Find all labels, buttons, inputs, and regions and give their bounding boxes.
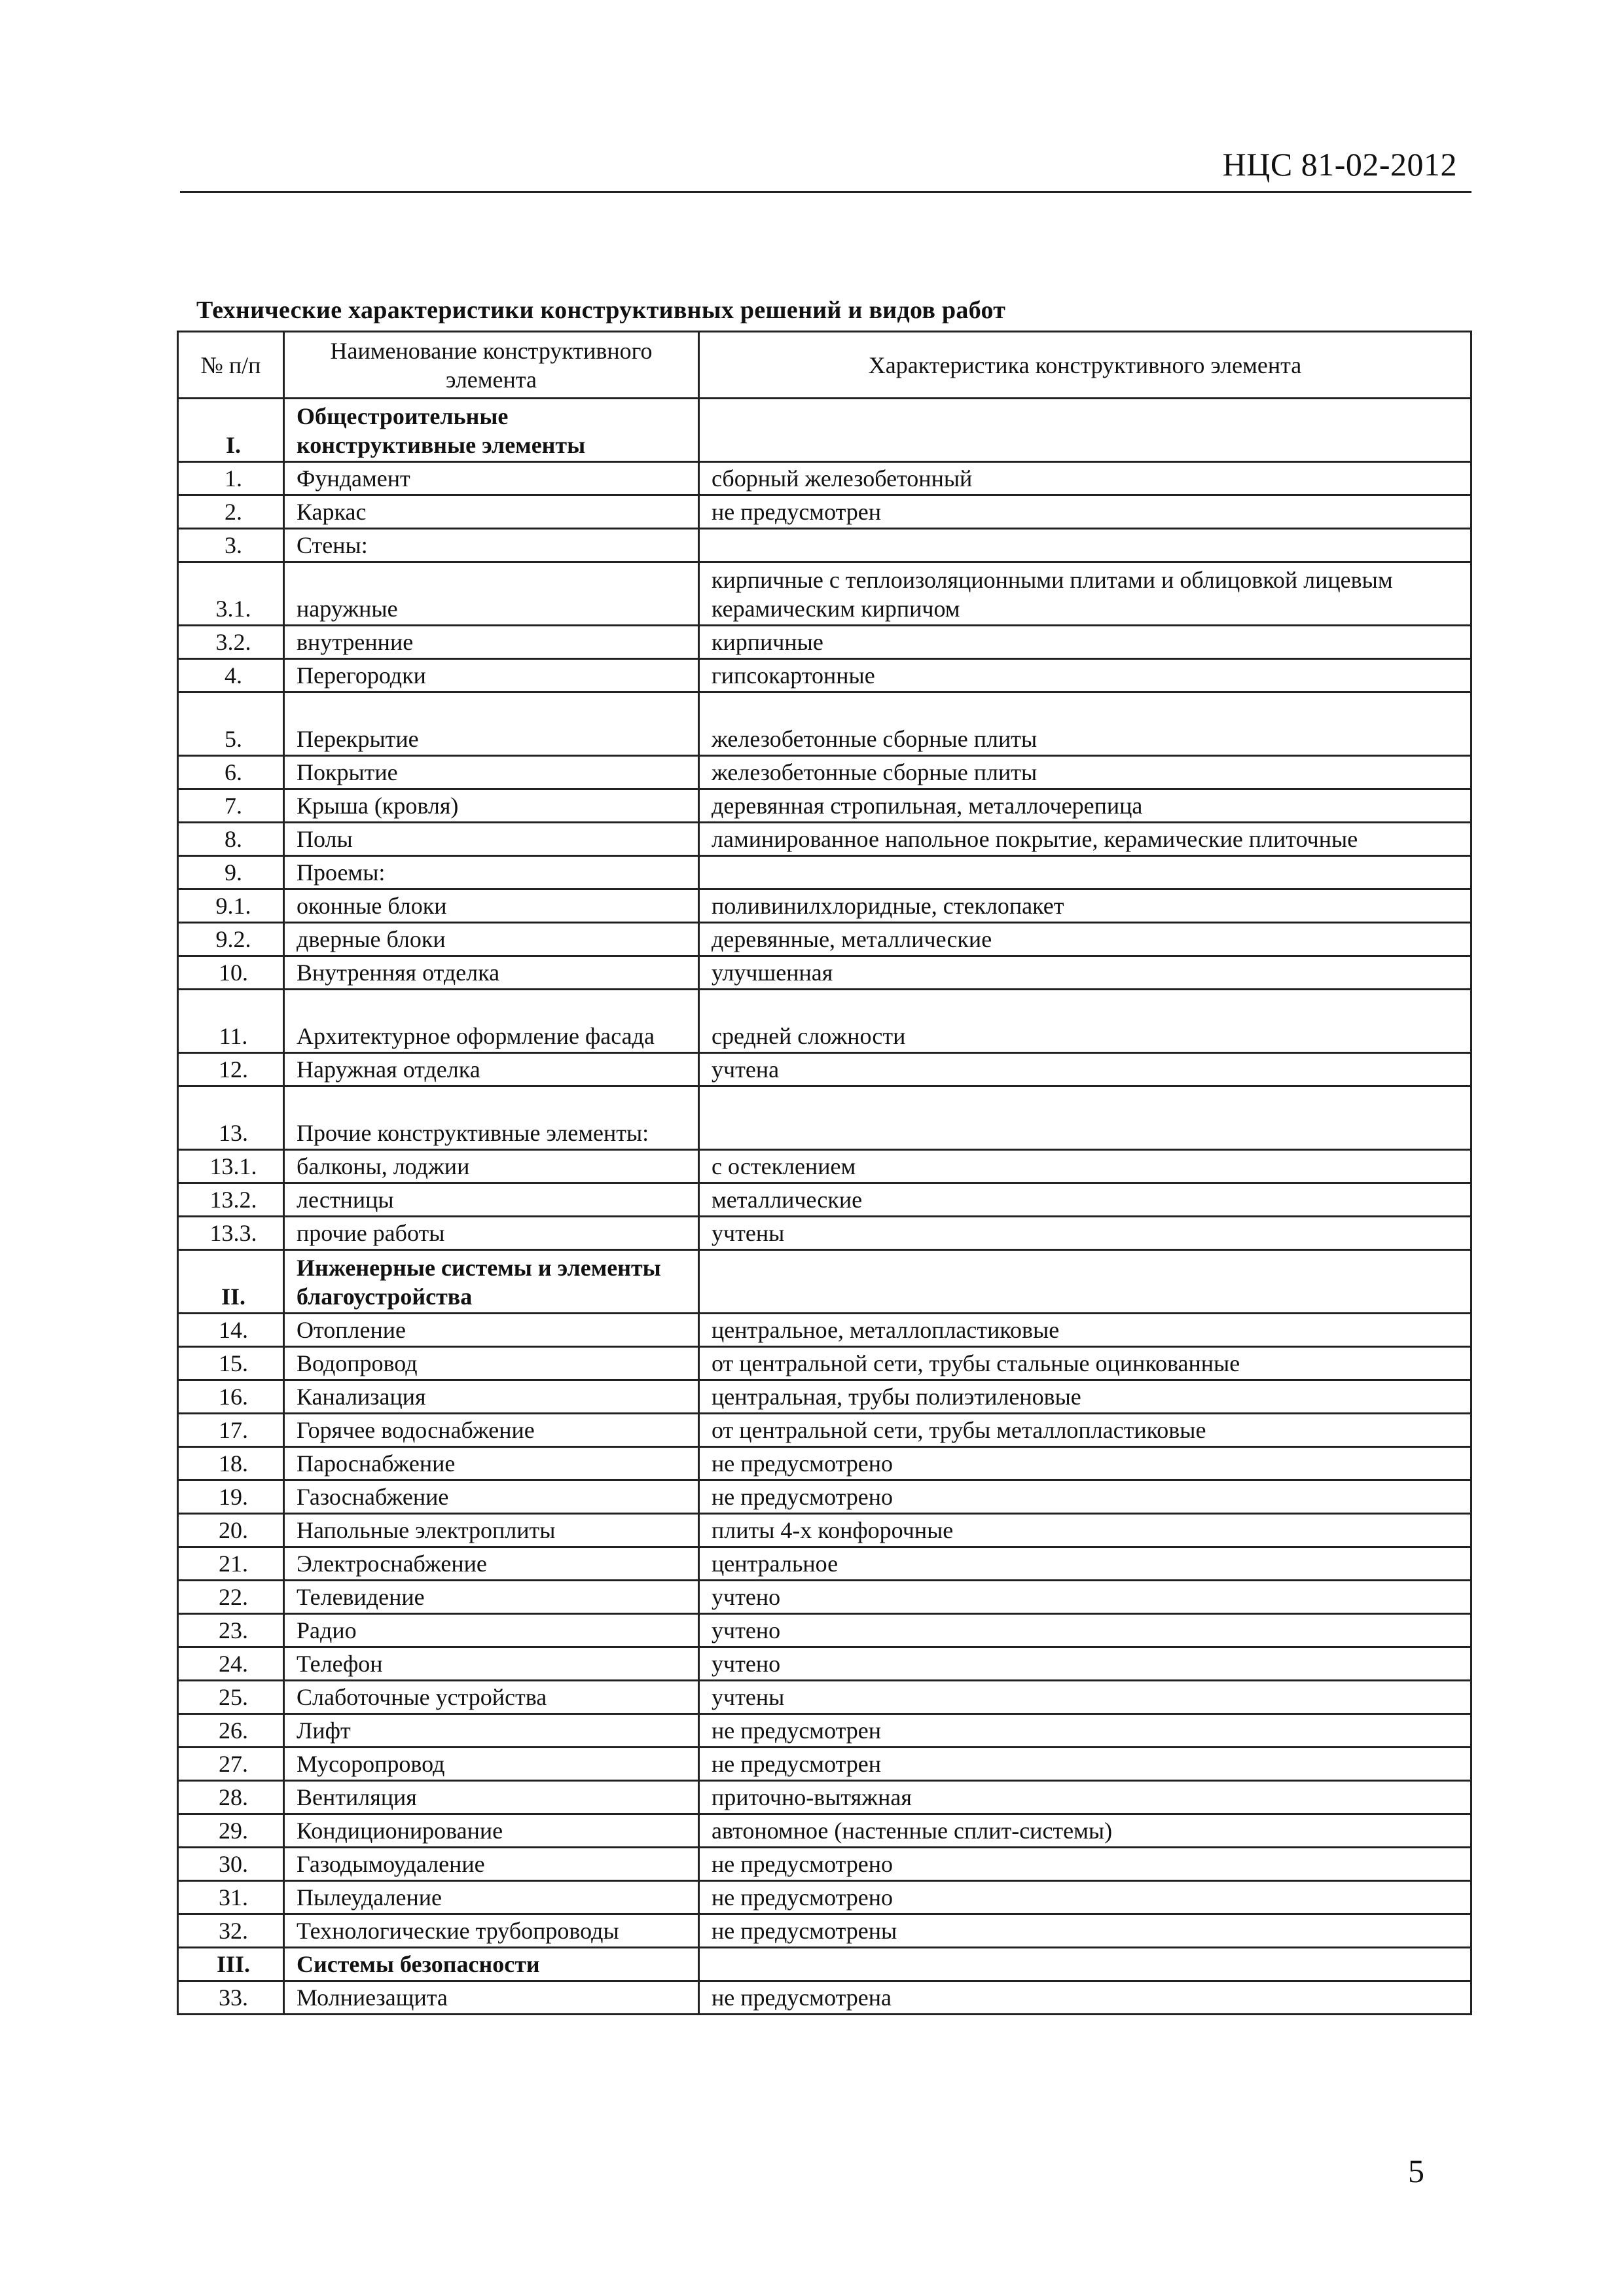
element-characteristic [699, 856, 1471, 889]
row-number: 7. [178, 789, 284, 823]
element-name: Канализация [284, 1380, 699, 1414]
row-number: 25. [178, 1681, 284, 1714]
row-number: 21. [178, 1547, 284, 1581]
element-characteristic: кирпичные [699, 626, 1471, 659]
document-code: НЦС 81-02-2012 [1222, 146, 1457, 183]
table-row [178, 1547, 1471, 1581]
row-number: 28. [178, 1781, 284, 1814]
table-row [178, 956, 1471, 990]
element-characteristic: гипсокартонные [699, 659, 1471, 692]
table-row [178, 1781, 1471, 1814]
element-characteristic: приточно-вытяжная [699, 1781, 1471, 1814]
header-divider [180, 191, 1471, 193]
element-name: Технологические трубопроводы [284, 1914, 699, 1948]
element-characteristic: учтены [699, 1217, 1471, 1250]
row-number: 19. [178, 1480, 284, 1514]
element-name: дверные блоки [284, 923, 699, 956]
row-number: 9. [178, 856, 284, 889]
column-header-number: № п/п [178, 332, 284, 399]
table-row [178, 1447, 1471, 1480]
element-characteristic: железобетонные сборные плиты [699, 756, 1471, 789]
element-characteristic: от центральной сети, трубы стальные оцинкованные [699, 1347, 1471, 1380]
element-name: Перегородки [284, 659, 699, 692]
element-name: Вентиляция [284, 1781, 699, 1814]
element-characteristic: поливинилхлоридные, стеклопакет [699, 889, 1471, 923]
section-row [178, 399, 1471, 462]
row-number: 13.3. [178, 1217, 284, 1250]
element-name: Фундамент [284, 462, 699, 495]
table-row [178, 1053, 1471, 1086]
row-number: 15. [178, 1347, 284, 1380]
element-characteristic: сборный железобетонный [699, 462, 1471, 495]
element-name: Слаботочные устройства [284, 1681, 699, 1714]
row-number: 3.2. [178, 626, 284, 659]
element-characteristic: учтены [699, 1681, 1471, 1714]
element-characteristic [699, 1948, 1471, 1981]
element-characteristic [699, 399, 1471, 462]
element-name: Наружная отделка [284, 1053, 699, 1086]
element-characteristic: с остеклением [699, 1150, 1471, 1183]
table-title: Технические характеристики конструктивных решений и видов работ [196, 296, 1006, 324]
row-number: III. [178, 1948, 284, 1981]
element-name: Лифт [284, 1714, 699, 1748]
row-number: 27. [178, 1748, 284, 1781]
element-characteristic: деревянная стропильная, металлочерепица [699, 789, 1471, 823]
row-number: 11. [178, 990, 284, 1053]
element-characteristic: учтено [699, 1614, 1471, 1647]
element-name: Кондиционирование [284, 1814, 699, 1848]
table-row [178, 495, 1471, 529]
element-characteristic: кирпичные с теплоизоляционными плитами и облицовкой лицевым керамическим кирпичом [699, 562, 1471, 626]
row-number: 23. [178, 1614, 284, 1647]
section-row [178, 1250, 1471, 1314]
row-number: 9.1. [178, 889, 284, 923]
element-characteristic: учтено [699, 1581, 1471, 1614]
element-name: Напольные электроплиты [284, 1514, 699, 1547]
element-name: Радио [284, 1614, 699, 1647]
table-header-row [178, 332, 1471, 399]
element-name: Системы безопасности [284, 1948, 699, 1981]
table-row [178, 823, 1471, 856]
element-characteristic: не предусмотрено [699, 1848, 1471, 1881]
row-number: 1. [178, 462, 284, 495]
element-characteristic: ламинированное напольное покрытие, керамические плиточные [699, 823, 1471, 856]
table-row [178, 529, 1471, 562]
row-number: 22. [178, 1581, 284, 1614]
row-number: 33. [178, 1981, 284, 2015]
element-name: Архитектурное оформление фасада [284, 990, 699, 1053]
characteristics-table [177, 331, 1472, 2015]
row-number: 20. [178, 1514, 284, 1547]
row-number: 26. [178, 1714, 284, 1748]
page-number: 5 [1408, 2153, 1424, 2189]
element-name: Электроснабжение [284, 1547, 699, 1581]
element-name: Пылеудаление [284, 1881, 699, 1914]
table-row [178, 789, 1471, 823]
element-name: Стены: [284, 529, 699, 562]
row-number: 2. [178, 495, 284, 529]
element-name: Молниезащита [284, 1981, 699, 2015]
table-row [178, 1981, 1471, 2015]
element-name: лестницы [284, 1183, 699, 1217]
element-name: балконы, лоджии [284, 1150, 699, 1183]
table-row [178, 1217, 1471, 1250]
element-characteristic: автономное (настенные сплит-системы) [699, 1814, 1471, 1848]
table-row [178, 626, 1471, 659]
table-row [178, 1614, 1471, 1647]
row-number: 6. [178, 756, 284, 789]
element-name: Газоснабжение [284, 1480, 699, 1514]
table-row [178, 1480, 1471, 1514]
row-number: 3. [178, 529, 284, 562]
row-number: 29. [178, 1814, 284, 1848]
element-characteristic: металлические [699, 1183, 1471, 1217]
table-row [178, 889, 1471, 923]
row-number: 8. [178, 823, 284, 856]
table-row [178, 692, 1471, 756]
table-row [178, 1914, 1471, 1948]
table-row [178, 1086, 1471, 1150]
element-name: Мусоропровод [284, 1748, 699, 1781]
element-characteristic [699, 1086, 1471, 1150]
row-number: 13.2. [178, 1183, 284, 1217]
row-number: 13. [178, 1086, 284, 1150]
element-characteristic: плиты 4-х конфорочные [699, 1514, 1471, 1547]
row-number: 10. [178, 956, 284, 990]
element-name: Телефон [284, 1647, 699, 1681]
table-row [178, 1647, 1471, 1681]
table-row [178, 1881, 1471, 1914]
row-number: 5. [178, 692, 284, 756]
table-row [178, 659, 1471, 692]
element-name: Газодымоудаление [284, 1848, 699, 1881]
row-number: 16. [178, 1380, 284, 1414]
element-name: Полы [284, 823, 699, 856]
row-number: 32. [178, 1914, 284, 1948]
row-number: 13.1. [178, 1150, 284, 1183]
element-name: Прочие конструктивные элементы: [284, 1086, 699, 1150]
element-characteristic: учтено [699, 1647, 1471, 1681]
table-row [178, 1314, 1471, 1347]
element-name: наружные [284, 562, 699, 626]
row-number: 4. [178, 659, 284, 692]
element-characteristic: средней сложности [699, 990, 1471, 1053]
table-row [178, 1380, 1471, 1414]
table-row [178, 1714, 1471, 1748]
element-name: Телевидение [284, 1581, 699, 1614]
element-name: Общестроительные конструктивные элементы [284, 399, 699, 462]
element-characteristic: центральная, трубы полиэтиленовые [699, 1380, 1471, 1414]
table-row [178, 562, 1471, 626]
column-header-characteristic: Характеристика конструктивного элемента [699, 332, 1471, 399]
table-row [178, 1681, 1471, 1714]
element-characteristic: не предусмотрены [699, 1914, 1471, 1948]
element-characteristic: не предусмотрено [699, 1881, 1471, 1914]
table-row [178, 923, 1471, 956]
element-name: Перекрытие [284, 692, 699, 756]
element-name: Каркас [284, 495, 699, 529]
element-name: Крыша (кровля) [284, 789, 699, 823]
element-characteristic [699, 1250, 1471, 1314]
element-characteristic: не предусмотрен [699, 1714, 1471, 1748]
column-header-name: Наименование конструктивного элемента [284, 332, 699, 399]
element-characteristic: не предусмотрено [699, 1447, 1471, 1480]
table-row [178, 1514, 1471, 1547]
table-row [178, 1414, 1471, 1447]
element-name: Горячее водоснабжение [284, 1414, 699, 1447]
element-name: Водопровод [284, 1347, 699, 1380]
element-name: Покрытие [284, 756, 699, 789]
element-characteristic: не предусмотрено [699, 1480, 1471, 1514]
element-name: Внутренняя отделка [284, 956, 699, 990]
row-number: I. [178, 399, 284, 462]
row-number: 30. [178, 1848, 284, 1881]
element-characteristic: не предусмотрена [699, 1981, 1471, 2015]
row-number: 24. [178, 1647, 284, 1681]
row-number: 18. [178, 1447, 284, 1480]
element-name: Инженерные системы и элементы благоустройства [284, 1250, 699, 1314]
row-number: 31. [178, 1881, 284, 1914]
element-name: Проемы: [284, 856, 699, 889]
element-name: прочие работы [284, 1217, 699, 1250]
row-number: II. [178, 1250, 284, 1314]
table-row [178, 462, 1471, 495]
element-characteristic: улучшенная [699, 956, 1471, 990]
table-row [178, 1814, 1471, 1848]
row-number: 9.2. [178, 923, 284, 956]
element-name: Пароснабжение [284, 1447, 699, 1480]
table-row [178, 1748, 1471, 1781]
table-row [178, 990, 1471, 1053]
element-characteristic: от центральной сети, трубы металлопластиковые [699, 1414, 1471, 1447]
table-row [178, 856, 1471, 889]
row-number: 3.1. [178, 562, 284, 626]
element-name: Отопление [284, 1314, 699, 1347]
table-row [178, 1347, 1471, 1380]
row-number: 14. [178, 1314, 284, 1347]
table-row [178, 1150, 1471, 1183]
element-name: оконные блоки [284, 889, 699, 923]
element-name: внутренние [284, 626, 699, 659]
section-row [178, 1948, 1471, 1981]
element-characteristic: деревянные, металлические [699, 923, 1471, 956]
element-characteristic: не предусмотрен [699, 495, 1471, 529]
element-characteristic: центральное, металлопластиковые [699, 1314, 1471, 1347]
table-row [178, 1581, 1471, 1614]
element-characteristic: центральное [699, 1547, 1471, 1581]
table-row [178, 1183, 1471, 1217]
element-characteristic [699, 529, 1471, 562]
table-row [178, 1848, 1471, 1881]
table-row [178, 756, 1471, 789]
element-characteristic: не предусмотрен [699, 1748, 1471, 1781]
table-body [178, 399, 1471, 2015]
row-number: 17. [178, 1414, 284, 1447]
row-number: 12. [178, 1053, 284, 1086]
element-characteristic: учтена [699, 1053, 1471, 1086]
element-characteristic: железобетонные сборные плиты [699, 692, 1471, 756]
